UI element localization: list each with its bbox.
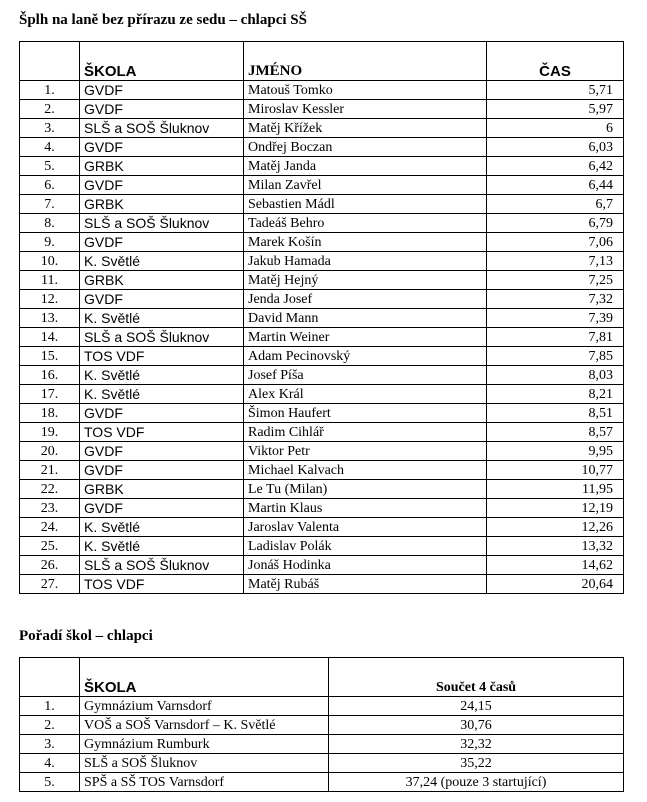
table-row — [20, 773, 624, 792]
rank-cell: 3. — [20, 119, 80, 138]
time-cell: 6,03 — [487, 138, 624, 157]
name-cell: Viktor Petr — [244, 442, 487, 461]
school-cell: TOS VDF — [80, 423, 244, 442]
rank-cell: 23. — [20, 499, 80, 518]
school-cell: TOS VDF — [80, 347, 244, 366]
time-cell: 7,06 — [487, 233, 624, 252]
school-cell: SLŠ a SOŠ Šluknov — [80, 556, 244, 575]
table-row — [20, 461, 624, 480]
table-row — [20, 138, 624, 157]
school-cell: GVDF — [80, 100, 244, 119]
rank-cell: 10. — [20, 252, 80, 271]
table-row — [20, 157, 624, 176]
school-cell: SLŠ a SOŠ Šluknov — [80, 328, 244, 347]
time-cell: 8,51 — [487, 404, 624, 423]
name-cell: Radim Cihlář — [244, 423, 487, 442]
name-cell: Tadeáš Behro — [244, 214, 487, 233]
rank-cell: 2. — [20, 716, 80, 735]
sum-cell: 30,76 — [329, 716, 624, 735]
table-row — [20, 81, 624, 100]
time-cell: 12,26 — [487, 518, 624, 537]
school-cell: GRBK — [80, 195, 244, 214]
sum-cell: 32,32 — [329, 735, 624, 754]
time-cell: 6,44 — [487, 176, 624, 195]
table-row — [20, 347, 624, 366]
table-row — [20, 233, 624, 252]
school-cell: TOS VDF — [80, 575, 244, 594]
name-cell: Michael Kalvach — [244, 461, 487, 480]
rank-cell: 6. — [20, 176, 80, 195]
table-row — [20, 100, 624, 119]
name-cell: David Mann — [244, 309, 487, 328]
school-ranking-header — [20, 658, 624, 697]
table-row — [20, 575, 624, 594]
name-cell: Jenda Josef — [244, 290, 487, 309]
time-cell: 6,42 — [487, 157, 624, 176]
table-row — [20, 423, 624, 442]
table-row — [20, 518, 624, 537]
rank-cell: 17. — [20, 385, 80, 404]
time-cell: 5,97 — [487, 100, 624, 119]
table-row — [20, 328, 624, 347]
school-cell: SLŠ a SOŠ Šluknov — [80, 119, 244, 138]
table-row — [20, 195, 624, 214]
school-cell: GRBK — [80, 480, 244, 499]
table-row — [20, 385, 624, 404]
table-row — [20, 404, 624, 423]
header-time: ČAS — [487, 42, 624, 81]
time-cell: 7,39 — [487, 309, 624, 328]
rank-cell: 13. — [20, 309, 80, 328]
school-cell: K. Světlé — [80, 518, 244, 537]
sum-cell: 37,24 (pouze 3 startující) — [329, 773, 624, 792]
table-row — [20, 119, 624, 138]
name-cell: Miroslav Kessler — [244, 100, 487, 119]
table-row — [20, 366, 624, 385]
rank-cell: 8. — [20, 214, 80, 233]
name-cell: Jaroslav Valenta — [244, 518, 487, 537]
name-cell: Martin Klaus — [244, 499, 487, 518]
name-cell: Marek Košín — [244, 233, 487, 252]
school-cell: GVDF — [80, 81, 244, 100]
school-cell: GRBK — [80, 271, 244, 290]
name-cell: Matěj Křížek — [244, 119, 487, 138]
table-row — [20, 442, 624, 461]
school-cell: GVDF — [80, 461, 244, 480]
results-table — [19, 41, 624, 594]
rank-cell: 16. — [20, 366, 80, 385]
name-cell: Le Tu (Milan) — [244, 480, 487, 499]
table-row — [20, 754, 624, 773]
rank-cell: 11. — [20, 271, 80, 290]
school-cell: GVDF — [80, 176, 244, 195]
time-cell: 8,03 — [487, 366, 624, 385]
school-cell: GVDF — [80, 442, 244, 461]
name-cell: Matěj Rubáš — [244, 575, 487, 594]
time-cell: 11,95 — [487, 480, 624, 499]
table-row — [20, 214, 624, 233]
time-cell: 6,7 — [487, 195, 624, 214]
rank-cell: 2. — [20, 100, 80, 119]
rank-cell: 4. — [20, 754, 80, 773]
school-cell: K. Světlé — [80, 309, 244, 328]
school-cell: GVDF — [80, 233, 244, 252]
time-cell: 7,32 — [487, 290, 624, 309]
rank-cell: 21. — [20, 461, 80, 480]
rank-cell: 19. — [20, 423, 80, 442]
time-cell: 7,25 — [487, 271, 624, 290]
school-cell: GRBK — [80, 157, 244, 176]
school-ranking-table — [19, 657, 624, 792]
table-row — [20, 176, 624, 195]
time-cell: 12,19 — [487, 499, 624, 518]
school-cell: GVDF — [80, 404, 244, 423]
school-cell: Gymnázium Varnsdorf — [80, 697, 329, 716]
rank-cell: 26. — [20, 556, 80, 575]
rank-cell: 14. — [20, 328, 80, 347]
time-cell: 8,21 — [487, 385, 624, 404]
name-cell: Matěj Hejný — [244, 271, 487, 290]
table-row — [20, 252, 624, 271]
name-cell: Matěj Janda — [244, 157, 487, 176]
time-cell: 20,64 — [487, 575, 624, 594]
time-cell: 6 — [487, 119, 624, 138]
name-cell: Milan Zavřel — [244, 176, 487, 195]
school-ranking-body — [20, 697, 624, 792]
heading-climbing-results: Šplh na laně bez přírazu ze sedu – chlapci SŠ — [19, 12, 307, 28]
time-cell: 8,57 — [487, 423, 624, 442]
name-cell: Josef Píša — [244, 366, 487, 385]
heading-school-ranking: Pořadí škol – chlapci — [19, 628, 153, 644]
school-cell: GVDF — [80, 290, 244, 309]
school-cell: K. Světlé — [80, 252, 244, 271]
name-cell: Alex Král — [244, 385, 487, 404]
rank-cell: 12. — [20, 290, 80, 309]
table-row — [20, 499, 624, 518]
rank-cell: 27. — [20, 575, 80, 594]
time-cell: 10,77 — [487, 461, 624, 480]
rank-cell: 20. — [20, 442, 80, 461]
time-cell: 14,62 — [487, 556, 624, 575]
table-row — [20, 697, 624, 716]
school-cell: K. Světlé — [80, 385, 244, 404]
time-cell: 5,71 — [487, 81, 624, 100]
table-row — [20, 537, 624, 556]
table-row — [20, 480, 624, 499]
header-name: JMÉNO — [244, 42, 487, 81]
name-cell: Jonáš Hodinka — [244, 556, 487, 575]
school-cell: SLŠ a SOŠ Šluknov — [80, 214, 244, 233]
rank-cell: 5. — [20, 773, 80, 792]
name-cell: Martin Weiner — [244, 328, 487, 347]
table-row — [20, 735, 624, 754]
time-cell: 7,81 — [487, 328, 624, 347]
name-cell: Ondřej Boczan — [244, 138, 487, 157]
rank-cell: 1. — [20, 81, 80, 100]
school-cell: VOŠ a SOŠ Varnsdorf – K. Světlé — [80, 716, 329, 735]
school-cell: SPŠ a SŠ TOS Varnsdorf — [80, 773, 329, 792]
name-cell: Sebastien Mádl — [244, 195, 487, 214]
rank-cell: 22. — [20, 480, 80, 499]
rank-cell: 5. — [20, 157, 80, 176]
table-row — [20, 556, 624, 575]
time-cell: 7,85 — [487, 347, 624, 366]
table-row — [20, 290, 624, 309]
time-cell: 7,13 — [487, 252, 624, 271]
name-cell: Matouš Tomko — [244, 81, 487, 100]
rank-cell: 18. — [20, 404, 80, 423]
sum-cell: 35,22 — [329, 754, 624, 773]
table-row — [20, 716, 624, 735]
name-cell: Ladislav Polák — [244, 537, 487, 556]
header-school: ŠKOLA — [80, 42, 244, 81]
school-cell: GVDF — [80, 138, 244, 157]
rank-cell: 1. — [20, 697, 80, 716]
rank-cell: 3. — [20, 735, 80, 754]
sum-cell: 24,15 — [329, 697, 624, 716]
time-cell: 9,95 — [487, 442, 624, 461]
name-cell: Šimon Haufert — [244, 404, 487, 423]
school-cell: K. Světlé — [80, 537, 244, 556]
name-cell: Adam Pecinovský — [244, 347, 487, 366]
school-cell: SLŠ a SOŠ Šluknov — [80, 754, 329, 773]
name-cell: Jakub Hamada — [244, 252, 487, 271]
rank-cell: 25. — [20, 537, 80, 556]
header-school: ŠKOLA — [80, 658, 329, 697]
time-cell: 6,79 — [487, 214, 624, 233]
time-cell: 13,32 — [487, 537, 624, 556]
header-rank — [20, 42, 80, 81]
rank-cell: 7. — [20, 195, 80, 214]
rank-cell: 4. — [20, 138, 80, 157]
school-cell: K. Světlé — [80, 366, 244, 385]
school-cell: Gymnázium Rumburk — [80, 735, 329, 754]
school-cell: GVDF — [80, 499, 244, 518]
header-sum: Součet 4 časů — [329, 658, 624, 697]
rank-cell: 9. — [20, 233, 80, 252]
results-table-body — [20, 81, 624, 594]
table-row — [20, 309, 624, 328]
results-table-header — [20, 42, 624, 81]
table-row — [20, 271, 624, 290]
header-rank — [20, 658, 80, 697]
rank-cell: 24. — [20, 518, 80, 537]
rank-cell: 15. — [20, 347, 80, 366]
